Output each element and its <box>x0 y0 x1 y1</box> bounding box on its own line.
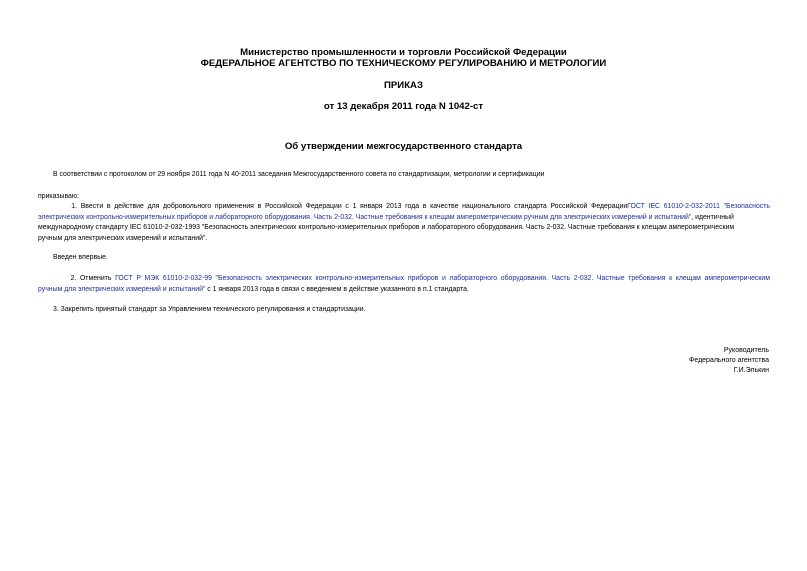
ministry-heading: Министерство промышленности и торговли Российской Федерации <box>240 47 567 58</box>
agency-heading: ФЕДЕРАЛЬНОЕ АГЕНТСТВО ПО ТЕХНИЧЕСКОМУ РЕГУЛИРОВАНИЮ И МЕТРОЛОГИИ <box>200 58 607 69</box>
item-1-lead: 1. Ввести в действие для добровольного применения в Российской Федерации с 1 января 2013 года в качестве национального стандарта Российской Федерации <box>71 203 628 210</box>
item-1-line-2 <box>38 213 770 224</box>
signature-title-1: Руководитель <box>723 347 769 354</box>
item-2-tail: с 1 января 2013 года в связи с введением в действие указанного в п.1 стандарта. <box>205 285 469 293</box>
item-1-line-1 <box>38 202 770 213</box>
introduced-note: Введен впервые. <box>53 254 108 261</box>
item-2-line-2 <box>38 285 770 296</box>
item-1-line-3: международному стандарту IEC 61010-2-032-1993 "Безопасность электрических контрольно-измерительных приборов и лабораторного оборудования. Часть 2-032. Частные требования к клещам амперометрическим <box>38 224 735 231</box>
item-1-paragraph <box>38 202 770 244</box>
preamble-text: В соответствии с протоколом от 29 ноября 2011 года N 40-2011 заседания Межгосударственного совета по стандартизации, метрологии и сертификации <box>53 171 545 178</box>
item-2-line-1 <box>38 274 770 285</box>
item-1-tail: , идентичный <box>691 213 734 221</box>
gost-r-mek-61010-2-032-99-link-part2[interactable]: ручным для электрических измерений и испытаний" <box>38 285 206 293</box>
gost-iec-61010-2-032-2011-link-part2[interactable]: электрических контрольно-измерительных приборов и лабораторного оборудования. Часть 2-032. Частные требования к клещам амперометрическим ручным для электрических измерений и испытаний" <box>38 213 692 221</box>
item-2-lead: 2. Отменить <box>70 275 112 282</box>
gost-iec-61010-2-032-2011-link-part1[interactable]: ГОСТ IEC 61010-2-032-2011 "Безопасность <box>627 203 770 210</box>
date-number-heading: от 13 декабря 2011 года N 1042-ст <box>323 101 484 112</box>
order-word: приказываю: <box>38 193 79 200</box>
item-2-paragraph <box>38 274 770 295</box>
doc-type-heading: ПРИКАЗ <box>384 80 423 91</box>
gost-r-mek-61010-2-032-99-link-part1[interactable]: ГОСТ Р МЭК 61010-2-032-99 "Безопасность электрических контрольно-измерительных приборов и лабораторного оборудования. Часть 2-032. Частные требования к клещам амперометрическим <box>115 275 770 282</box>
item-3-paragraph: 3. Закрепить принятый стандарт за Управлением технического регулирования и стандартизации. <box>53 306 366 313</box>
subject-heading: Об утверждении межгосударственного стандарта <box>284 141 523 152</box>
signature-name: Г.И.Элькин <box>733 367 769 374</box>
signature-title-2: Федерального агентства <box>689 357 769 364</box>
item-1-line-4: ручным для электрических измерений и испытаний". <box>38 234 208 242</box>
